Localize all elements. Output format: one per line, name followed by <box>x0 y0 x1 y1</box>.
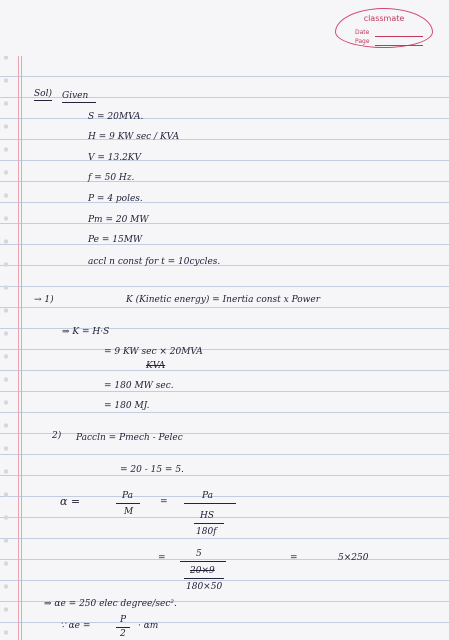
alpha-fraction-bar <box>116 503 140 504</box>
k-result-mwsec: = 180 MW sec. <box>104 381 174 391</box>
denominator-20x9: 20×9 <box>190 566 215 576</box>
page-rule <box>375 45 423 46</box>
alpha-denominator-m: M <box>124 507 134 517</box>
given-accl: accl n const for t = 10cycles. <box>88 257 221 267</box>
date-label: Date <box>355 29 370 36</box>
alpha-m-term: · αm <box>138 621 159 631</box>
second-fraction-bar <box>184 503 236 504</box>
inner-fraction-bar <box>184 578 224 579</box>
part1-marker: → 1) <box>34 295 54 305</box>
sol-underline <box>34 100 52 101</box>
numerator-five: 5 <box>196 549 202 559</box>
margin-line-outer <box>18 0 19 640</box>
given-label: Given <box>62 91 89 101</box>
third-fraction-bar <box>180 561 226 562</box>
p-numerator: P <box>120 615 127 625</box>
alpha-e-result: ⇒ αe = 250 elec degree/sec². <box>44 599 177 609</box>
given-s: S = 20MVA. <box>88 112 144 122</box>
hs-fraction-bar <box>194 523 224 524</box>
alpha-label: α = <box>60 495 81 508</box>
given-p: P = 4 poles. <box>88 194 143 204</box>
date-rule <box>375 36 423 37</box>
margin-line-inner <box>21 0 22 640</box>
given-underline <box>62 102 96 103</box>
part2-marker: 2) <box>52 431 62 441</box>
sol-label: Sol) <box>34 89 52 99</box>
given-pe: Pe = 15MW <box>88 235 143 245</box>
denominator-180x50: 180×50 <box>186 582 223 592</box>
given-v: V = 13.2KV <box>88 153 142 163</box>
given-f: f = 50 Hz. <box>88 173 135 183</box>
page-label: Page <box>355 38 370 45</box>
equals-sign-1: = <box>160 497 168 507</box>
k-calc-line: = 9 KW sec × 20MVA <box>104 347 203 357</box>
given-pm: Pm = 20 MW <box>88 215 149 225</box>
equals-sign-2: = <box>158 553 166 563</box>
because-alpha-e: ∵ αe = <box>60 621 91 631</box>
two-denominator: 2 <box>120 629 126 639</box>
binder-holes <box>3 0 9 640</box>
paccln-value: = 20 - 15 = 5. <box>120 465 184 475</box>
alpha-numerator-pa: Pa <box>122 491 134 501</box>
brand-name: classmate <box>363 14 405 23</box>
rhs-5x250: 5×250 <box>338 553 369 563</box>
kinetic-energy-definition: K (Kinetic energy) = Inertia const x Power <box>126 295 321 305</box>
k-equation: ⇒ K = H·S <box>62 327 110 337</box>
hs-numerator: HS <box>200 511 215 521</box>
given-h: H = 9 KW sec / KVA <box>88 132 180 142</box>
k-calc-kva: KVA <box>146 361 166 371</box>
k-result-mj: = 180 MJ. <box>104 401 150 411</box>
classmate-brand-box <box>335 8 433 48</box>
paccln-equation: Paccln = Pmech - Pelec <box>76 433 183 443</box>
hs-denominator: 180f <box>196 527 217 537</box>
equals-sign-3: = <box>290 553 298 563</box>
second-numerator-pa: Pa <box>202 491 214 501</box>
